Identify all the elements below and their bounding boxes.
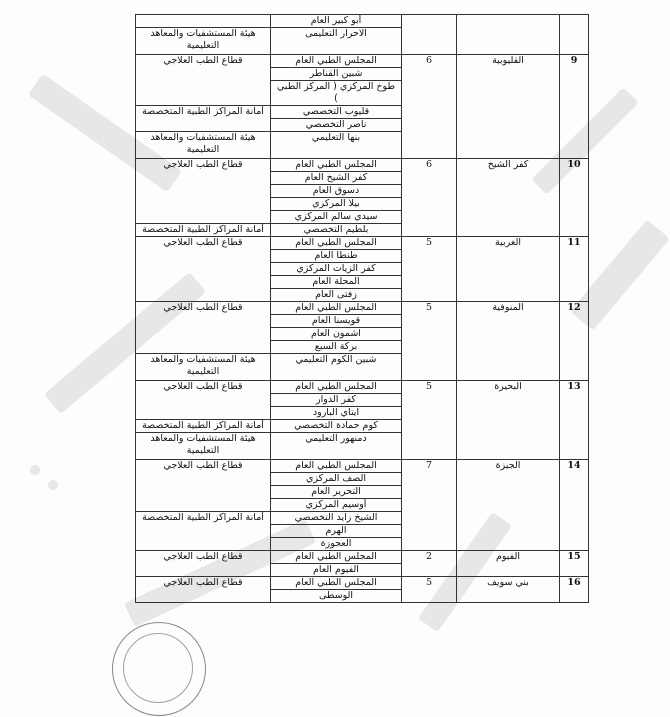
hospital-name-cell: شبين القناطر <box>271 68 402 81</box>
hospital-count-cell: 5 <box>402 381 457 460</box>
table-row <box>136 381 589 394</box>
responsible-authority-cell: قطاع الطب العلاجي <box>136 577 271 603</box>
hospital-name-cell: كفر الزيات المركزي <box>271 263 402 276</box>
hospital-count-cell: 6 <box>402 55 457 159</box>
hospital-name-cell: المجلس الطبي العام <box>271 302 402 315</box>
hospital-count-cell: 7 <box>402 460 457 551</box>
official-stamp-seal <box>112 622 206 716</box>
hospital-name-cell: المجلس الطبي العام <box>271 381 402 394</box>
hospital-name-cell: الصف المركزي <box>271 473 402 486</box>
hospital-name-cell: قليوب التخصصي <box>271 106 402 119</box>
responsible-authority-cell: هيئة المستشفيات والمعاهد التعليمية <box>136 28 271 55</box>
hospital-name-cell: بركة السبع <box>271 341 402 354</box>
hospital-name-cell: المجلس الطبي العام <box>271 460 402 473</box>
responsible-authority-cell: قطاع الطب العلاجي <box>136 551 271 577</box>
responsible-authority-cell: أمانة المراكز الطبية المتخصصة <box>136 224 271 237</box>
hospital-count-cell: 2 <box>402 551 457 577</box>
responsible-authority-cell: هيئة المستشفيات والمعاهد التعليمية <box>136 433 271 460</box>
hospital-name-cell: طوخ المركزي ( المركز الطبي ) <box>271 81 402 106</box>
row-number-cell: 16 <box>560 577 589 603</box>
responsible-authority-cell: قطاع الطب العلاجي <box>136 460 271 512</box>
responsible-authority-cell <box>136 15 271 28</box>
row-number-cell: 9 <box>560 55 589 159</box>
responsible-authority-cell: أمانة المراكز الطبية المتخصصة <box>136 106 271 132</box>
table-row <box>136 577 589 590</box>
row-number-cell: 14 <box>560 460 589 551</box>
row-number-cell: 13 <box>560 381 589 460</box>
hospital-name-cell: دسوق العام <box>271 185 402 198</box>
responsible-authority-cell: قطاع الطب العلاجي <box>136 381 271 420</box>
responsible-authority-cell: قطاع الطب العلاجي <box>136 302 271 354</box>
hospital-distribution-table <box>135 14 589 603</box>
governorate-cell: المنوفية <box>457 302 560 381</box>
responsible-authority-cell: قطاع الطب العلاجي <box>136 159 271 224</box>
governorate-cell: القليوبية <box>457 55 560 159</box>
table-row <box>136 460 589 473</box>
hospital-name-cell: المجلس الطبي العام <box>271 237 402 250</box>
hospital-count-cell: 5 <box>402 577 457 603</box>
hospital-name-cell: طنطا العام <box>271 250 402 263</box>
hospital-name-cell: اشمون العام <box>271 328 402 341</box>
governorate-cell: البحيرة <box>457 381 560 460</box>
hospital-name-cell: كوم حمادة التخصصي <box>271 420 402 433</box>
hospital-name-cell: بيلا المركزي <box>271 198 402 211</box>
table-row <box>136 551 589 564</box>
watermark-dot <box>30 465 40 475</box>
hospital-count-cell: 5 <box>402 302 457 381</box>
hospital-name-cell: شبين الكوم التعليمي <box>271 354 402 381</box>
governorate-cell: كفر الشيخ <box>457 159 560 237</box>
hospital-name-cell: التحرير العام <box>271 486 402 499</box>
hospital-name-cell: الفيوم العام <box>271 564 402 577</box>
hospital-name-cell: ايتاي البارود <box>271 407 402 420</box>
hospital-name-cell: دمنهور التعليمي <box>271 433 402 460</box>
responsible-authority-cell: قطاع الطب العلاجي <box>136 237 271 302</box>
hospital-name-cell: قويسنا العام <box>271 315 402 328</box>
hospital-name-cell: الشيخ زايد التخصصي <box>271 512 402 525</box>
hospital-name-cell: بنها التعليمي <box>271 132 402 159</box>
hospital-name-cell: ناصر التخصصي <box>271 119 402 132</box>
table-row <box>136 237 589 250</box>
hospital-name-cell: أبو كبير العام <box>271 15 402 28</box>
watermark-dot <box>48 480 58 490</box>
hospital-name-cell: المجلس الطبي العام <box>271 551 402 564</box>
hospital-name-cell: كفر الشيخ العام <box>271 172 402 185</box>
hospital-name-cell: المجلس الطبي العام <box>271 55 402 68</box>
row-number-cell: 10 <box>560 159 589 237</box>
governorate-cell: الفيوم <box>457 551 560 577</box>
table-row <box>136 15 589 28</box>
row-number-cell: 11 <box>560 237 589 302</box>
hospital-name-cell: كفر الدوار <box>271 394 402 407</box>
hospital-name-cell: بلطيم التخصصي <box>271 224 402 237</box>
responsible-authority-cell: أمانة المراكز الطبية المتخصصة <box>136 512 271 551</box>
table-row <box>136 55 589 68</box>
hospital-name-cell: المحلة العام <box>271 276 402 289</box>
hospital-name-cell: العجوزة <box>271 538 402 551</box>
hospital-count-cell <box>402 15 457 55</box>
table-row <box>136 302 589 315</box>
responsible-authority-cell: هيئة المستشفيات والمعاهد التعليمية <box>136 132 271 159</box>
responsible-authority-cell: هيئة المستشفيات والمعاهد التعليمية <box>136 354 271 381</box>
responsible-authority-cell: أمانة المراكز الطبية المتخصصة <box>136 420 271 433</box>
table-row <box>136 159 589 172</box>
hospital-name-cell: المجلس الطبي العام <box>271 577 402 590</box>
hospital-count-cell: 6 <box>402 159 457 237</box>
hospital-name-cell: الاحرار التعليمى <box>271 28 402 55</box>
hospital-name-cell: الهرم <box>271 525 402 538</box>
hospital-name-cell: زفتى العام <box>271 289 402 302</box>
hospital-count-cell: 5 <box>402 237 457 302</box>
hospital-name-cell: أوسيم المركزي <box>271 499 402 512</box>
hospital-name-cell: الوسطى <box>271 590 402 603</box>
governorate-cell: بني سويف <box>457 577 560 603</box>
responsible-authority-cell: قطاع الطب العلاجي <box>136 55 271 106</box>
row-number-cell: 15 <box>560 551 589 577</box>
hospital-name-cell: المجلس الطبي العام <box>271 159 402 172</box>
governorate-cell: الجيزة <box>457 460 560 551</box>
row-number-cell <box>560 15 589 55</box>
row-number-cell: 12 <box>560 302 589 381</box>
hospital-name-cell: سيدي سالم المركزي <box>271 211 402 224</box>
governorate-cell <box>457 15 560 55</box>
governorate-cell: الغربية <box>457 237 560 302</box>
